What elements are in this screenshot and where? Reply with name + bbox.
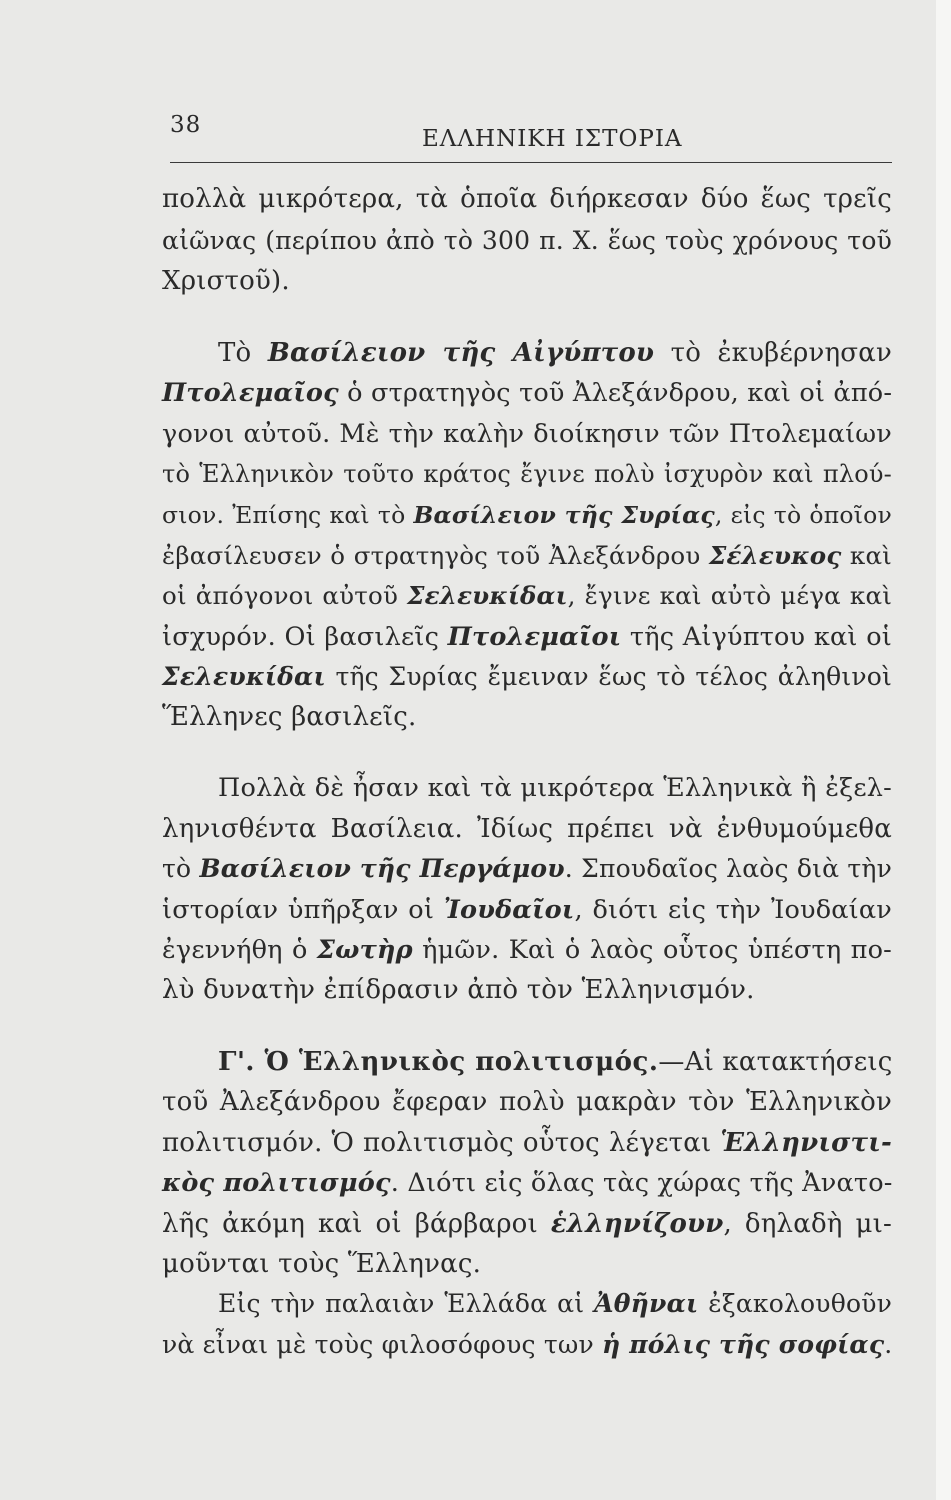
text-span: νὰ εἶναι μὲ τοὺς φιλοσόφους των <box>162 1330 603 1359</box>
section-heading: Γ'. Ὁ Ἑλληνικὸς πολιτισμός. <box>218 1047 659 1077</box>
header-rule <box>170 162 892 163</box>
emphasis: Βασίλειον τῆς Συρίας <box>413 501 715 529</box>
emphasis: Ἰουδαῖοι <box>443 895 575 925</box>
text-span: τῆς Αἰγύπτου καὶ οἱ <box>621 622 892 652</box>
text-line: μοῦνται τοὺς Ἕλληνας. <box>162 1249 482 1279</box>
text-span: —Αἱ κατακτήσεις <box>658 1047 893 1077</box>
text-span: , ἔγινε καὶ αὐτὸ μέγα καὶ <box>567 581 892 610</box>
text-line <box>162 376 892 410</box>
text-span: τὸ ἐκυβέρνησαν <box>654 338 892 368</box>
text-line <box>162 1207 892 1241</box>
text-line: αἰῶνας (περίπου ἀπὸ τὸ 300 π. Χ. ἕως τοὺς χρόνους τοῦ <box>162 226 892 255</box>
text-line: τὸ Ἑλληνικὸν τοῦτο κράτος ἔγινε πολὺ ἰσχυρὸν καὶ πλού- <box>162 460 892 488</box>
text-span: πολιτισμόν. Ὁ πολιτισμὸς οὗτος λέγεται <box>162 1128 721 1158</box>
text-span: οἱ ἀπόγονοι αὐτοῦ <box>162 581 408 610</box>
page-number: 38 <box>170 112 202 138</box>
page-edge <box>936 0 951 1500</box>
text-line <box>162 579 892 613</box>
text-span: Τὸ <box>218 338 268 368</box>
text-span: ἐξακολουθοῦν <box>698 1289 892 1318</box>
text-line <box>162 1328 892 1362</box>
text-span: ἐβασίλευσεν ὁ στρατηγὸς τοῦ Ἀλεξάνδρου <box>162 541 709 570</box>
emphasis: Βασίλειον τῆς Αἰγύπτου <box>267 338 655 368</box>
emphasis: Πτολεμαῖος <box>162 378 339 408</box>
emphasis: Σωτὴρ <box>316 935 413 965</box>
text-span: Εἰς τὴν παλαιὰν Ἑλλάδα αἱ <box>218 1289 595 1318</box>
emphasis: κὸς πολιτισμός <box>162 1168 391 1198</box>
text-span: σιον. Ἐπίσης καὶ τὸ <box>162 501 414 529</box>
text-line: ληνισθέντα Βασίλεια. Ἰδίως πρέπει νὰ ἐνθυμούμεθα <box>162 814 892 844</box>
text-span: , διότι εἰς τὴν Ἰουδαίαν <box>574 895 892 925</box>
text-line <box>162 933 892 967</box>
emphasis: Σελευκίδαι <box>162 662 326 691</box>
emphasis: Σελευκίδαι <box>407 581 568 610</box>
text-span: . <box>884 1330 893 1359</box>
emphasis: Πτολεμαῖοι <box>447 622 622 652</box>
text-span: ὁ στρατηγὸς τοῦ Ἀλεξάνδρου, καὶ οἱ ἀπό- <box>338 378 893 408</box>
text-line <box>162 893 892 927</box>
emphasis: ἡ πόλις τῆς σοφίας <box>602 1330 885 1359</box>
emphasis: Ἀθῆναι <box>594 1289 699 1318</box>
text-span: ἰσχυρόν. Οἱ βασιλεῖς <box>162 622 448 652</box>
text-line: Ἕλληνες βασιλεῖς. <box>162 702 417 732</box>
text-span: λῆς ἀκόμη καὶ οἱ βάρβαροι <box>162 1209 551 1239</box>
text-span: καὶ <box>841 541 892 570</box>
text-span: . Σπουδαῖος λαὸς διὰ τὴν <box>564 854 893 883</box>
text-span: ἱστορίαν ὑπῆρξαν οἱ <box>162 895 444 925</box>
text-line <box>162 1287 892 1321</box>
text-span: . Διότι εἰς ὅλας τὰς χώρας τῆς Ἀνατο- <box>390 1168 893 1198</box>
text-line <box>162 1045 892 1079</box>
text-line <box>162 660 892 694</box>
text-span: , δηλαδὴ μι- <box>723 1209 892 1239</box>
text-line: λὺ δυνατὴν ἐπίδρασιν ἀπὸ τὸν Ἑλληνισμόν. <box>162 975 755 1005</box>
text-line: Πολλὰ δὲ ἦσαν καὶ τὰ μικρότερα Ἑλληνικὰ ἢ ἐξελ- <box>218 773 892 803</box>
text-line <box>162 539 892 573</box>
text-line <box>162 498 892 532</box>
text-line <box>162 1166 892 1200</box>
text-span: , εἰς τὸ ὁποῖον <box>714 501 892 529</box>
emphasis: Ἑλληνιστι- <box>720 1128 892 1158</box>
text-line <box>162 852 892 886</box>
text-span: τῆς Συρίας ἔμειναν ἕως τὸ τέλος ἀληθινοὶ <box>325 662 892 691</box>
text-span: ἡμῶν. Καὶ ὁ λαὸς οὗτος ὑπέστη πο- <box>412 935 892 965</box>
text-line <box>162 620 892 654</box>
text-line: γονοι αὐτοῦ. Μὲ τὴν καλὴν διοίκησιν τῶν Πτολεμαίων <box>162 419 892 449</box>
text-line: Χριστοῦ). <box>162 266 290 296</box>
text-line <box>162 1126 892 1160</box>
running-title: ΕΛΛΗΝΙΚΗ ΙΣΤΟΡΙΑ <box>422 126 683 152</box>
emphasis: Σέλευκος <box>708 541 842 570</box>
emphasis: Βασίλειον τῆς Περγάμου <box>199 854 565 883</box>
text-line <box>162 336 892 370</box>
text-span: τὸ <box>162 854 200 883</box>
text-span: ἐγεννήθη ὁ <box>162 935 317 965</box>
page-header <box>170 112 890 156</box>
text-line: τοῦ Ἀλεξάνδρου ἔφεραν πολὺ μακρὰν τὸν Ἑλληνικὸν <box>162 1087 892 1117</box>
text-line: πολλὰ μικρότερα, τὰ ὁποῖα διήρκεσαν δύο ἕως τρεῖς <box>162 184 892 214</box>
emphasis: ἑλληνίζουν <box>550 1209 724 1239</box>
